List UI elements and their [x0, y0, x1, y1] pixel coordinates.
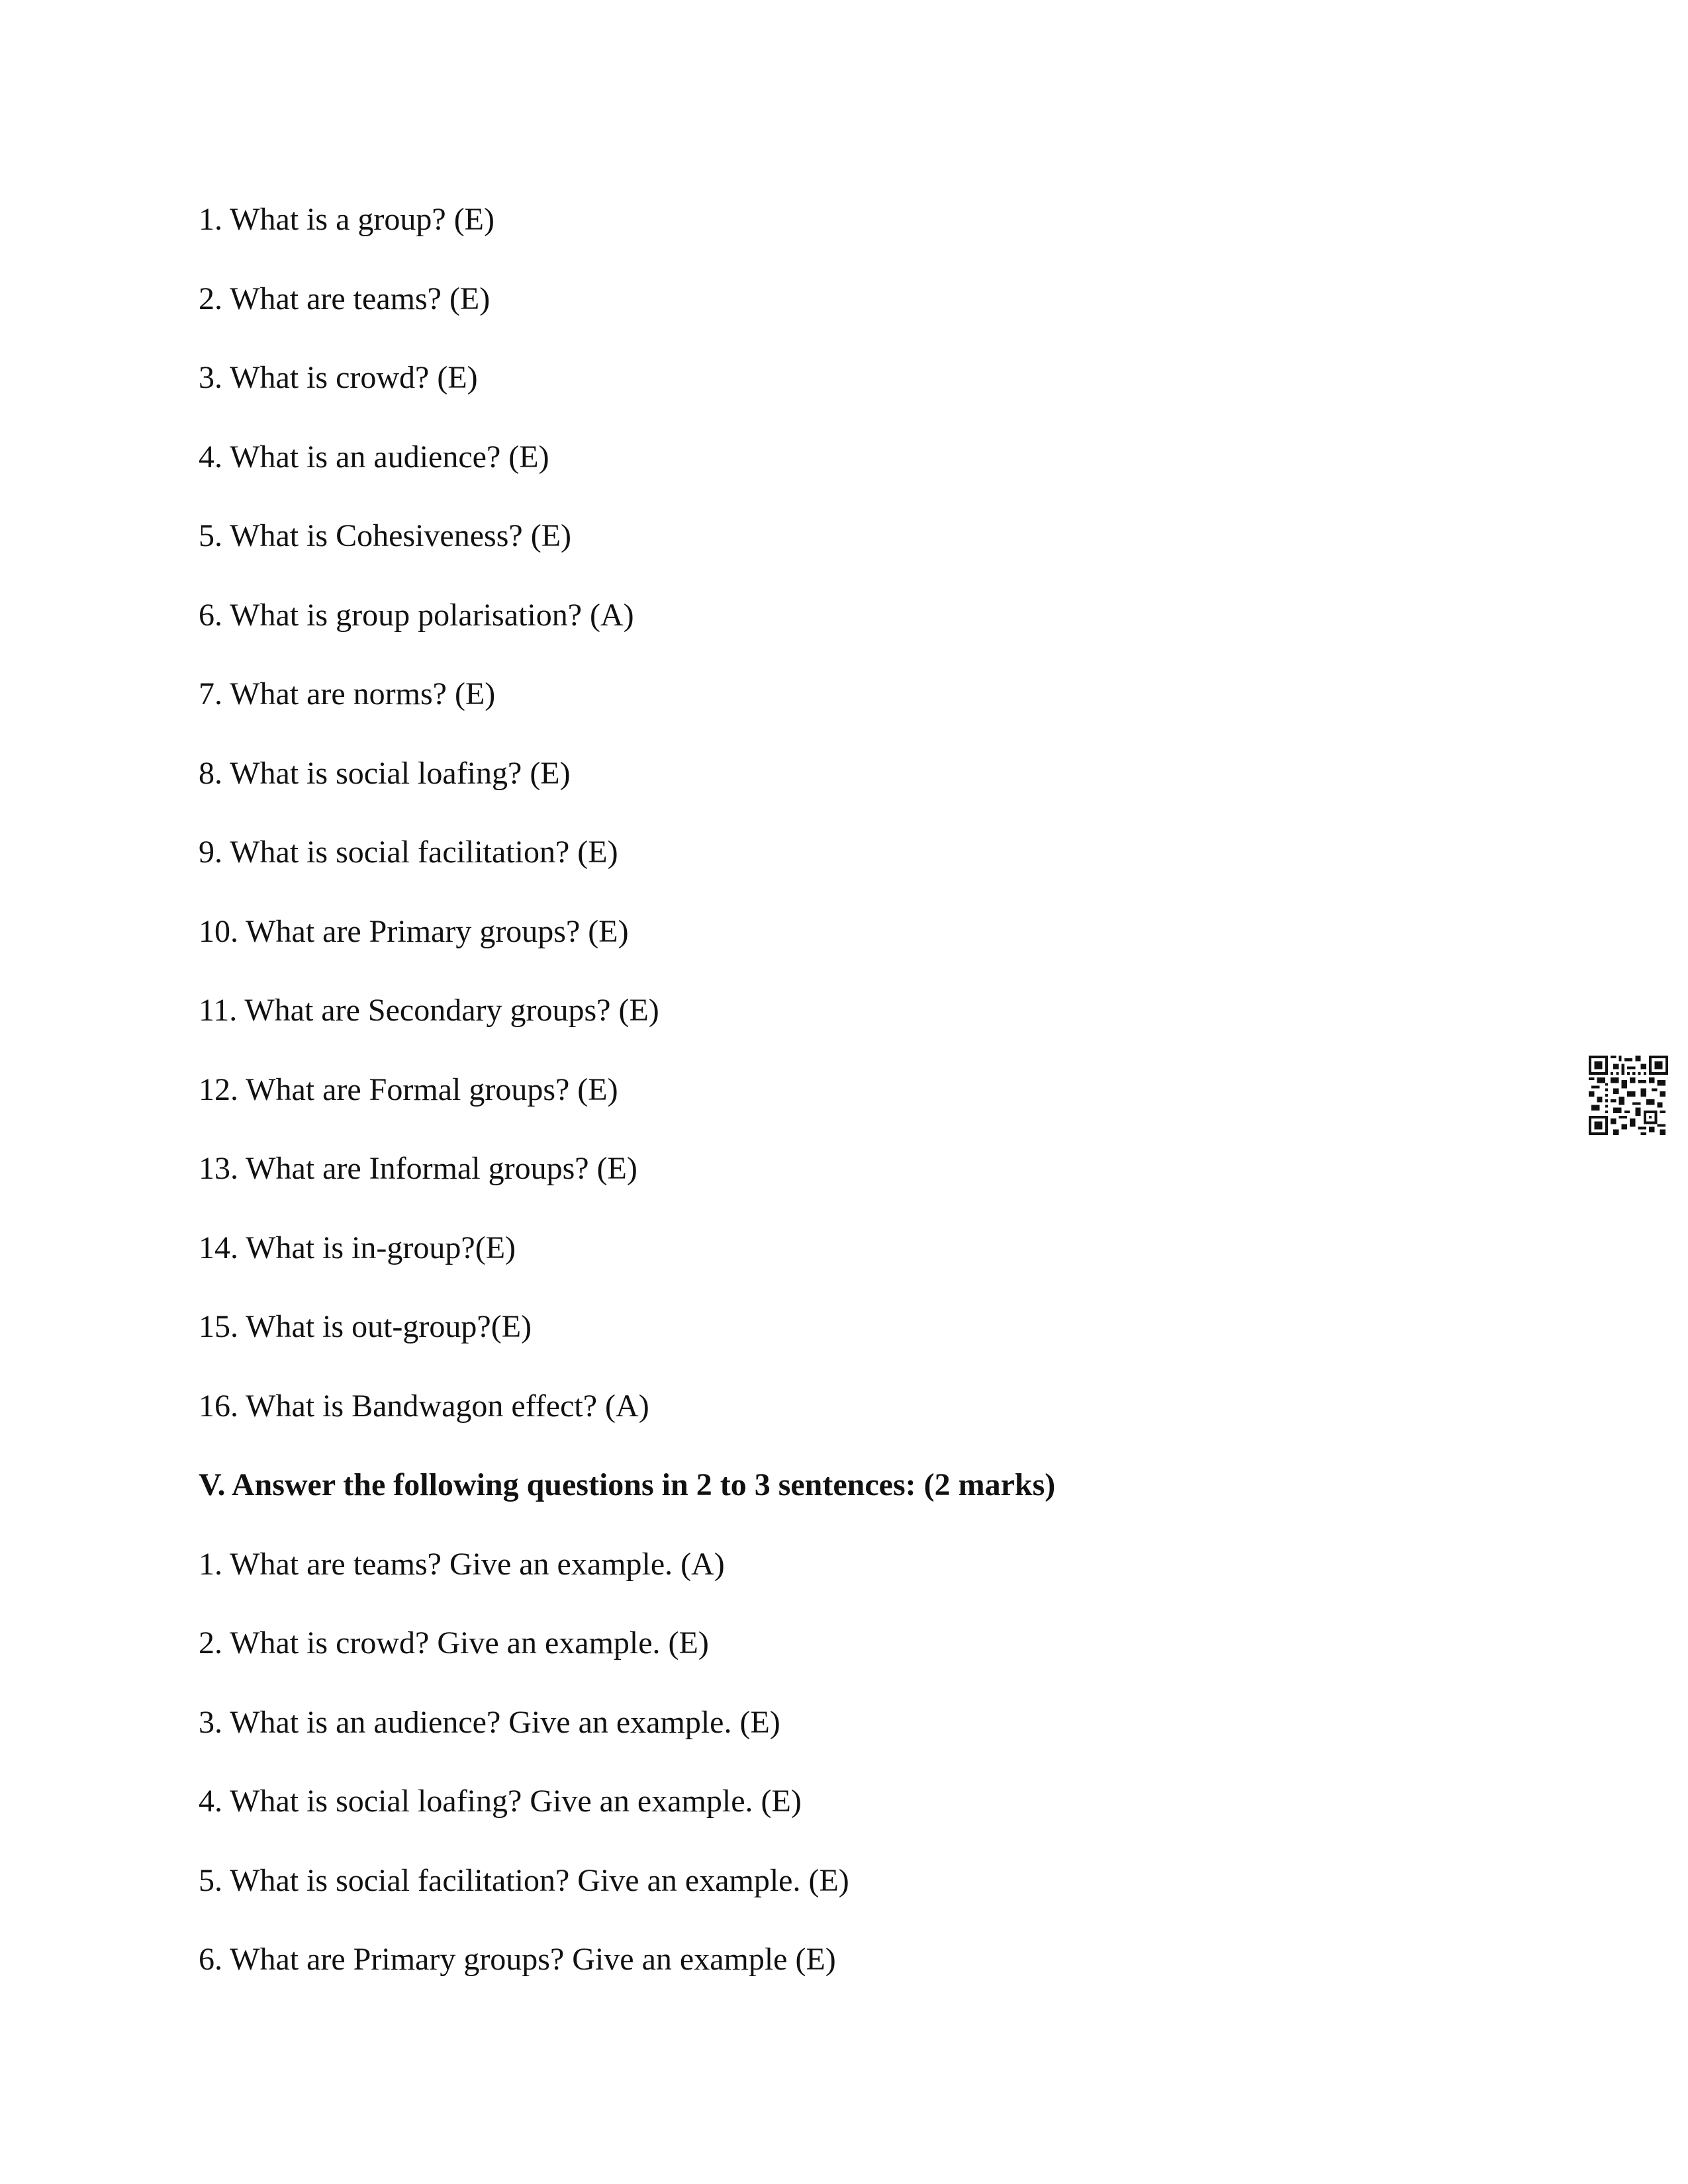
question-list [199, 199, 1055, 2018]
question-item: 6. What are Primary groups? Give an example (E) [199, 1942, 836, 1977]
question-item: 5. What is social facilitation? Give an example. (E) [199, 1862, 849, 1898]
question-item: 5. What is Cohesiveness? (E) [199, 518, 571, 553]
question-item: 12. What are Formal groups? (E) [199, 1071, 618, 1107]
qr-code-icon [1589, 1056, 1668, 1135]
question-item: 8. What is social loafing? (E) [199, 755, 571, 791]
question-item: 16. What is Bandwagon effect? (A) [199, 1388, 649, 1424]
question-item: 15. What is out-group?(E) [199, 1309, 532, 1344]
question-item: 7. What are norms? (E) [199, 676, 496, 711]
question-item: 2. What are teams? (E) [199, 281, 491, 316]
question-item: 2. What is crowd? Give an example. (E) [199, 1625, 709, 1661]
question-item: 1. What are teams? Give an example. (A) [199, 1546, 725, 1582]
question-item: 9. What is social facilitation? (E) [199, 835, 618, 870]
question-item: 4. What is an audience? (E) [199, 439, 549, 475]
question-item: 4. What is social loafing? Give an example. (E) [199, 1784, 802, 1819]
question-item: 1. What is a group? (E) [199, 202, 494, 237]
question-item: 10. What are Primary groups? (E) [199, 913, 629, 949]
question-item: 11. What are Secondary groups? (E) [199, 993, 659, 1028]
question-item: 14. What is in-group?(E) [199, 1230, 516, 1265]
question-item: 6. What is group polarisation? (A) [199, 597, 634, 633]
question-item: 13. What are Informal groups? (E) [199, 1151, 637, 1186]
question-item: 3. What is an audience? Give an example. (E) [199, 1704, 780, 1740]
section-heading: V. Answer the following questions in 2 to 3 sentences: (2 marks) [199, 1467, 1056, 1502]
question-item: 3. What is crowd? (E) [199, 360, 478, 395]
